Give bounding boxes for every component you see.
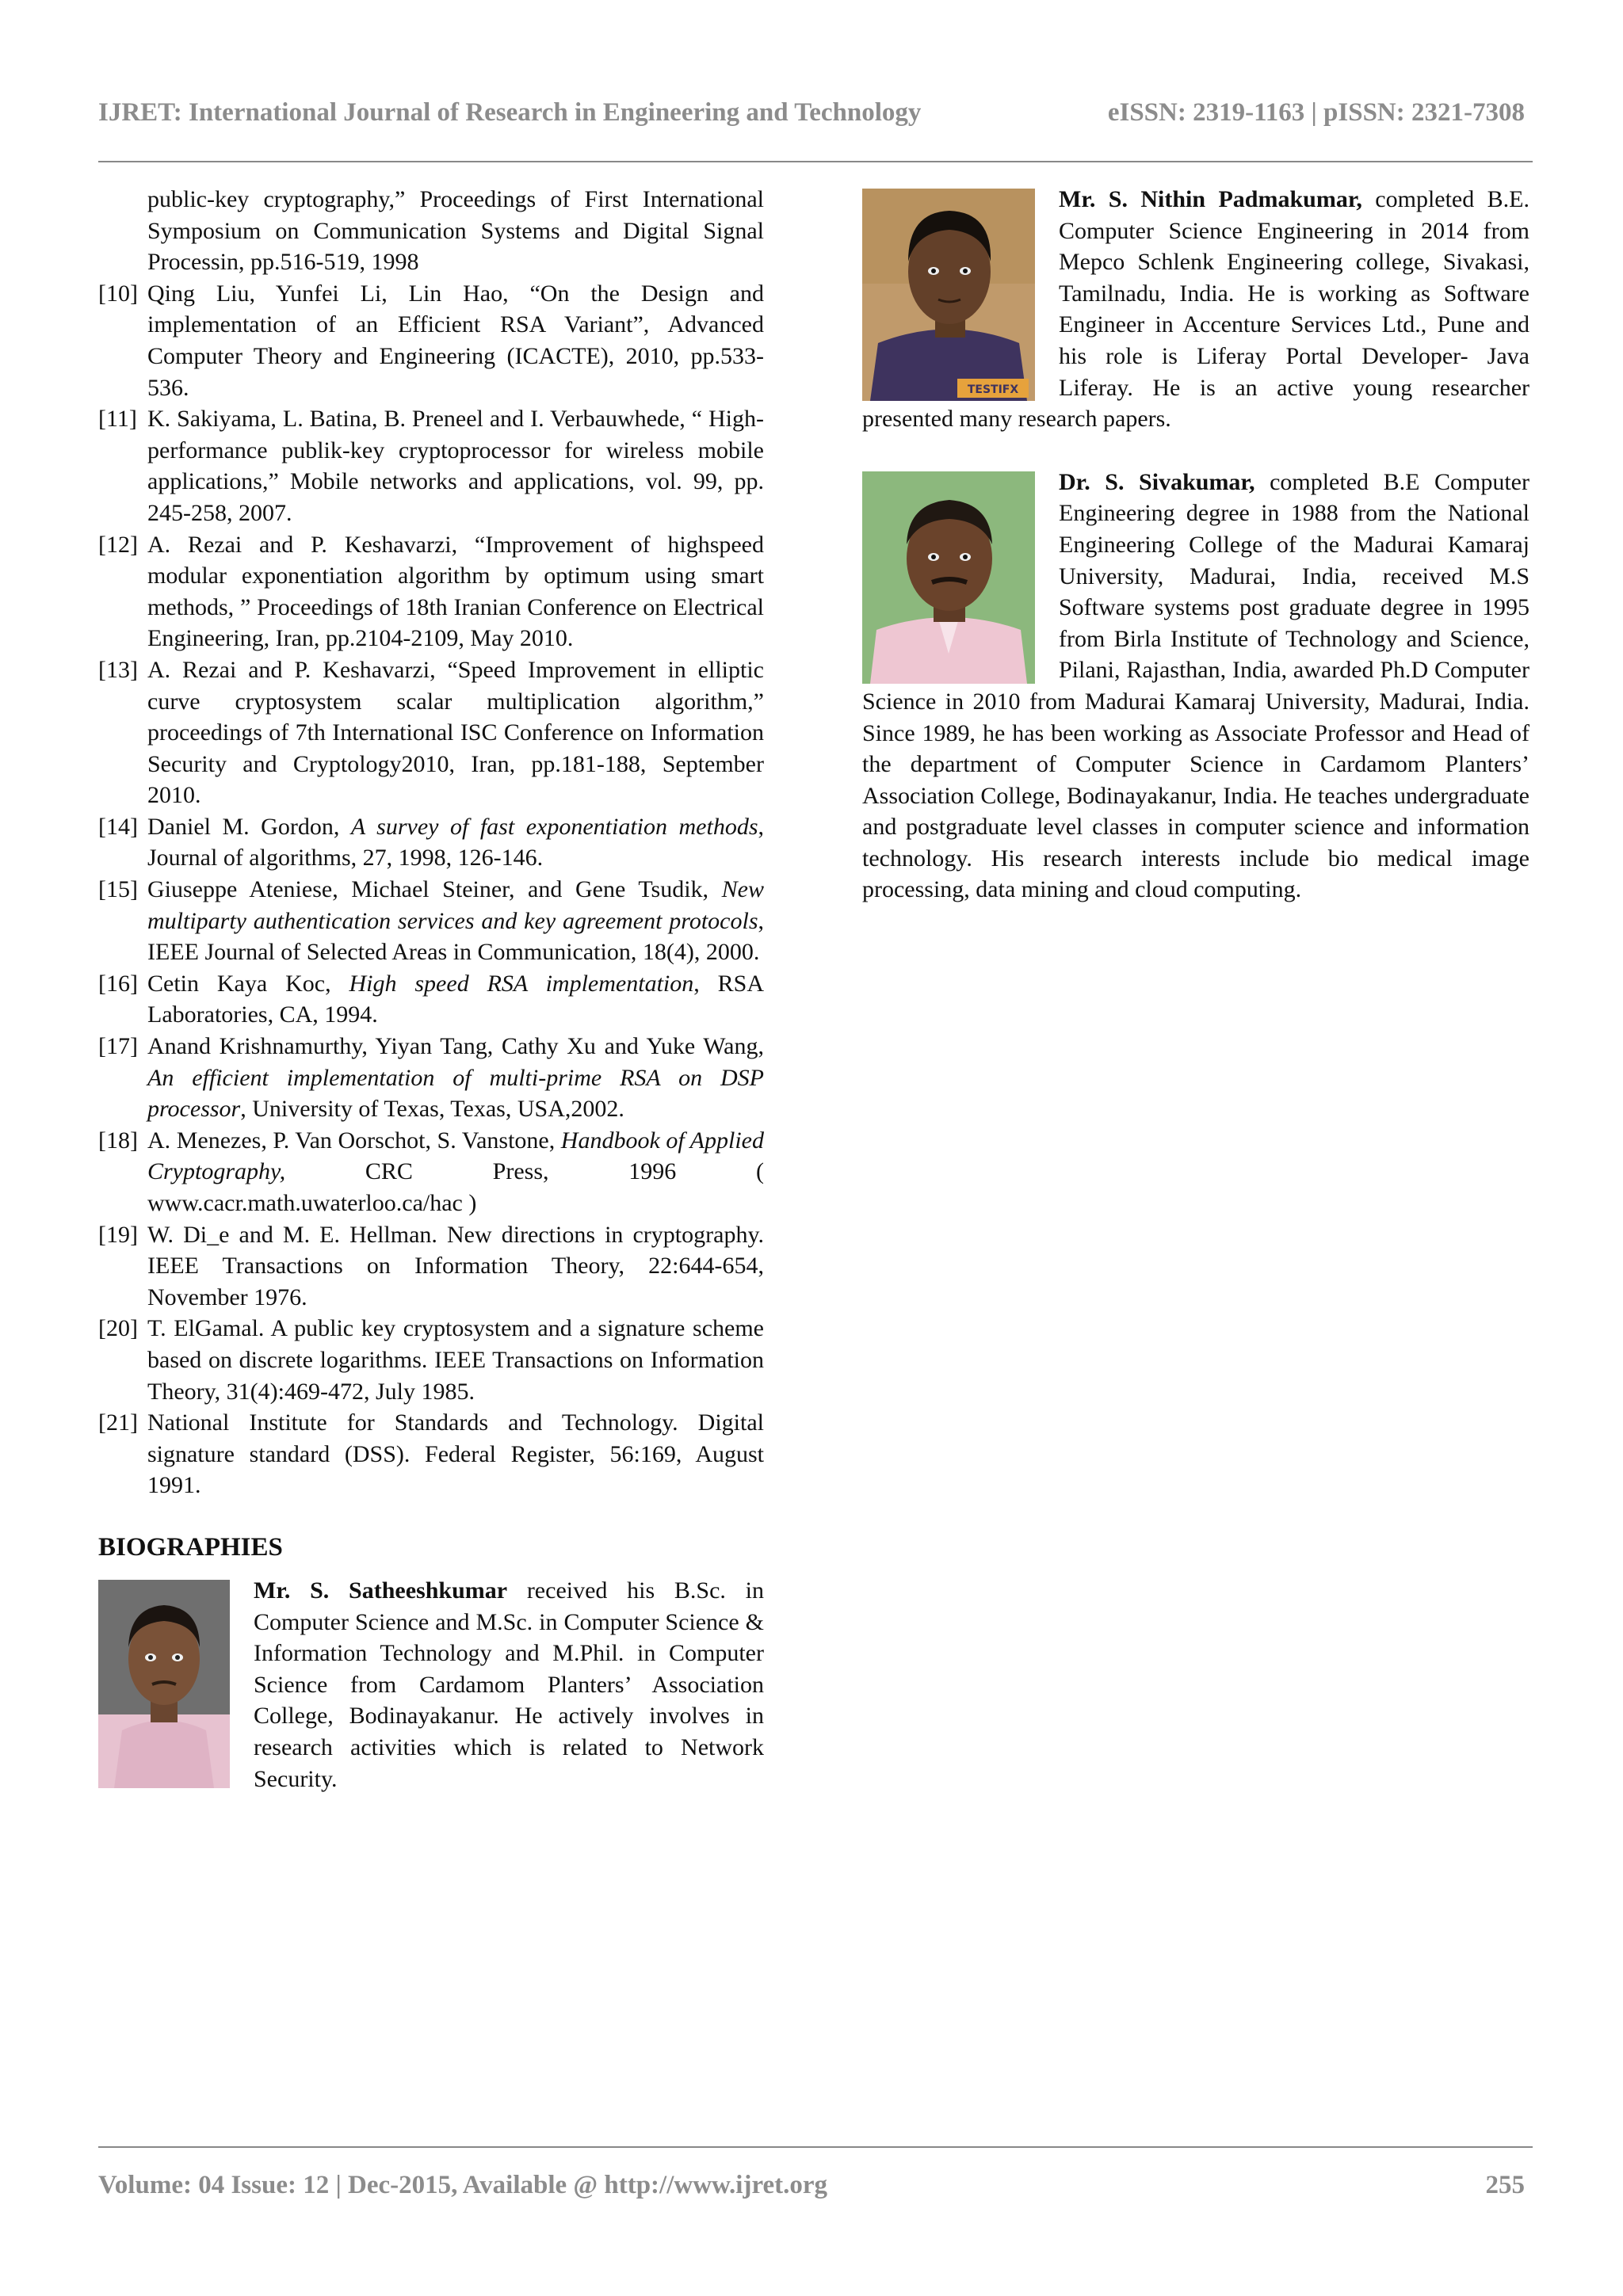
biographies-heading: BIOGRAPHIES — [98, 1532, 283, 1562]
bio-name: Mr. S. Satheeshkumar — [254, 1577, 508, 1604]
reference-number: [10] — [98, 280, 138, 307]
reference-source: , Journal of algorithms, 27, 1998, 126-146. — [147, 813, 764, 871]
reference-title: Handbook of Applied Cryptography, — [147, 1127, 764, 1185]
reference-item — [98, 1031, 764, 1125]
reference-title: A survey of fast exponentiation methods — [350, 813, 758, 840]
bio-name: Mr. S. Nithin Padmakumar, — [1059, 186, 1362, 212]
reference-title: High speed RSA implementation — [349, 970, 694, 997]
reference-source: , RSA Laboratories, CA, 1994. — [147, 970, 764, 1028]
volume-info: Volume: 04 Issue: 12 | Dec-2015, Available @ http://www.ijret.org — [98, 2171, 828, 2199]
reference-authors: Giuseppe Ateniese, Michael Steiner, and Gene Tsudik, — [147, 876, 722, 903]
reference-text: Qing Liu, Yunfei Li, Lin Hao, “On the Design and implementation of an Efficient RSA Variant”, Advanced Computer Theory and Engineering (ICACTE), 2010, pp.533-536. — [147, 280, 764, 401]
bio-text: completed B.E. Computer Science Engineering in 2014 from Mepco Schlenk Engineering college, Sivakasi, Tamilnadu, India. He is working as Software Engineer in Accenture Services Ltd., Pune and his role is Liferay Portal Developer- Java Liferay. He is an active young researcher presented many research papers. — [862, 186, 1529, 433]
reference-source: , IEEE Journal of Selected Areas in Communication, 18(4), 2000. — [147, 907, 764, 966]
reference-text: public-key cryptography,” Proceedings of First International Symposium on Communication Systems and Digital Signal Processin, pp.516-519, 1998 — [147, 186, 764, 276]
reference-item — [98, 874, 764, 968]
reference-authors: Cetin Kaya Koc, — [147, 970, 349, 997]
reference-item — [98, 184, 764, 278]
reference-text: A. Rezai and P. Keshavarzi, “Speed Improvement in elliptic curve cryptosystem scalar multiplication algorithm,” proceedings of 7th International ISC Conference on Information Security and Cryptology2010, Iran, pp.181-188, September 2010. — [147, 656, 764, 809]
portrait-illustration — [862, 471, 1035, 684]
running-header — [98, 98, 1525, 136]
biography-nithin-padmakumar — [862, 184, 1529, 435]
biography-sivakumar — [862, 467, 1529, 906]
reference-number: [17] — [98, 1033, 138, 1060]
page-number: 255 — [1485, 2171, 1525, 2199]
issn-label: eISSN: 2319-1163 | pISSN: 2321-7308 — [1107, 98, 1525, 127]
header-divider — [98, 161, 1533, 162]
reference-number: [18] — [98, 1127, 138, 1154]
journal-title: IJRET: International Journal of Research in Engineering and Technology — [98, 98, 922, 127]
reference-item — [98, 403, 764, 528]
portrait-photo — [862, 189, 1035, 401]
reference-list — [98, 184, 764, 1501]
reference-item — [98, 1313, 764, 1407]
reference-text: T. ElGamal. A public key cryptosystem and a signature scheme based on discrete logarithms. IEEE Transactions on Information Theory, 31(4):469-472, July 1985. — [147, 1315, 764, 1405]
portrait-illustration — [862, 189, 1035, 401]
reference-item — [98, 278, 764, 403]
footer-divider — [98, 2146, 1533, 2148]
bio-text: received his B.Sc. in Computer Science and M.Sc. in Computer Science & Information Technology and M.Phil. in Computer Science from Cardamom Planters’ Association College, Bodinayakanur. He actively involves in research activities which is related to Network Security. — [254, 1577, 764, 1792]
reference-title: New multiparty authentication services and key agreement protocols — [147, 876, 764, 934]
reference-number: [20] — [98, 1315, 138, 1342]
reference-number: [16] — [98, 970, 138, 997]
reference-authors: Anand Krishnamurthy, Yiyan Tang, Cathy Xu and Yuke Wang, — [147, 1033, 764, 1060]
bio-name: Dr. S. Sivakumar, — [1059, 468, 1255, 495]
biography-satheeshkumar — [98, 1575, 764, 1794]
reference-item — [98, 968, 764, 1031]
reference-item — [98, 654, 764, 811]
reference-number: [14] — [98, 813, 138, 840]
portrait-photo — [862, 471, 1035, 684]
reference-text: National Institute for Standards and Technology. Digital signature standard (DSS). Federal Register, 56:169, August 1991. — [147, 1409, 764, 1499]
reference-item — [98, 529, 764, 654]
reference-source: , University of Texas, Texas, USA,2002. — [240, 1096, 624, 1123]
reference-number: [12] — [98, 531, 138, 558]
left-column — [98, 184, 764, 1794]
reference-title: An efficient implementation of multi-prime RSA on DSP processor — [147, 1064, 764, 1123]
reference-text: W. Di_e and M. E. Hellman. New directions in cryptography. IEEE Transactions on Information Theory, 22:644-654, November 1976. — [147, 1221, 764, 1310]
reference-authors: A. Menezes, P. Van Oorschot, S. Vanstone, — [147, 1127, 561, 1154]
right-column — [862, 184, 1529, 906]
reference-authors: Daniel M. Gordon, — [147, 813, 351, 840]
portrait-photo — [98, 1580, 230, 1788]
spacer — [862, 435, 1529, 467]
running-footer — [98, 2171, 1525, 2209]
reference-text: A. Rezai and P. Keshavarzi, “Improvement of highspeed modular exponentiation algorithm by optimum using smart methods, ” Proceedings of 18th Iranian Conference on Electrical Engineering, Iran, pp.2104-2109, May 2010. — [147, 531, 764, 652]
reference-number: [11] — [98, 406, 137, 433]
bio-text: completed B.E Computer Engineering degree in 1988 from the National Engineering College of the Madurai Kamaraj University, Madurai, India, received M.S Software systems post graduate degree in 1995 from Birla Institute of Technology and Science, Pilani, Rajasthan, India, awarded Ph.D Computer Science in 2010 from Madurai Kamaraj University, Madurai, India. Since 1989, he has been working as Associate Professor and Head of the department of Computer Science in Cardamom Planters’ Association College, Bodinayakanur, India. He teaches undergraduate and postgraduate level classes in computer science and information technology. His research interests include bio medical image processing, data mining and cloud computing. — [862, 468, 1529, 903]
shirt-print: TESTIFX — [967, 383, 1019, 396]
reference-source: CRC Press, 1996 ( www.cacr.math.uwaterloo.ca/hac ) — [147, 1158, 764, 1216]
reference-number: [21] — [98, 1409, 138, 1436]
reference-number: [19] — [98, 1221, 138, 1248]
portrait-illustration — [98, 1580, 230, 1788]
reference-number: [15] — [98, 876, 138, 903]
reference-item — [98, 1125, 764, 1219]
reference-item — [98, 1407, 764, 1501]
reference-item — [98, 1219, 764, 1314]
reference-item — [98, 811, 764, 874]
reference-number: [13] — [98, 656, 138, 683]
reference-text: K. Sakiyama, L. Batina, B. Preneel and I. Verbauwhede, “ High-performance publik-key cryptoprocessor for wireless mobile applications,” Mobile networks and applications, vol. 99, pp. 245-258, 2007. — [147, 406, 764, 526]
